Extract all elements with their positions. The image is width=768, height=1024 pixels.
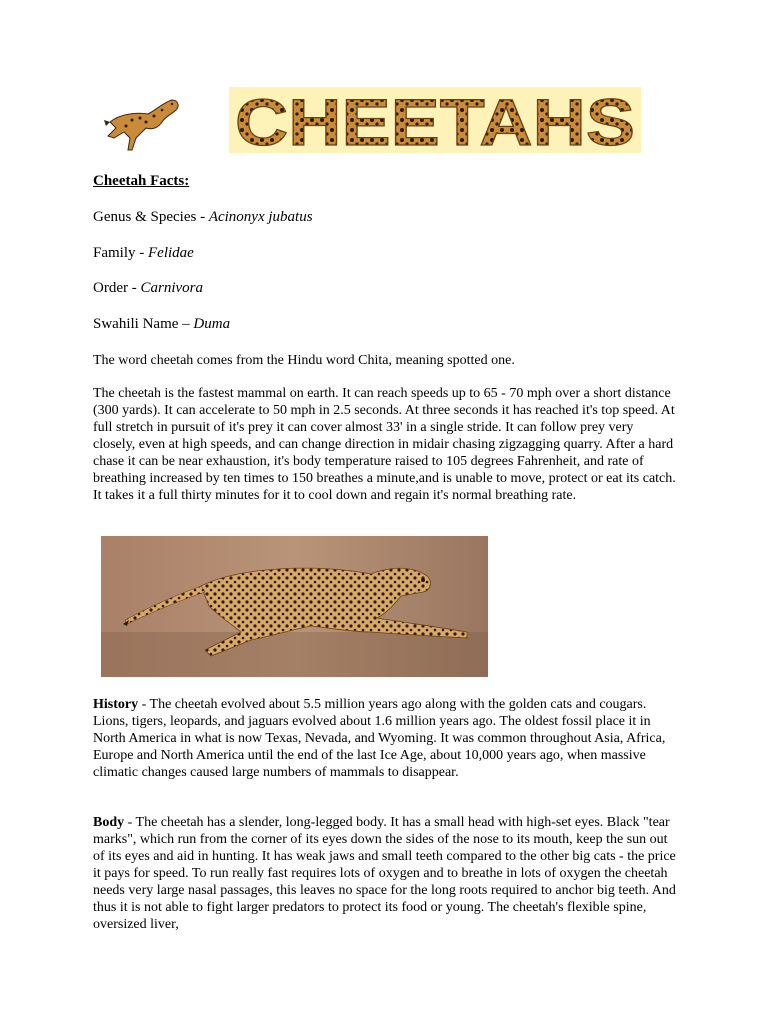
history-text: - The cheetah evolved about 5.5 million years ago along with the golden cats and cougars. Lions, tigers, leopards, and jaguars evolved about 1.6 million years ago. The oldest fossil place it in North America in what is now Texas, Nevada, and Wyoming. It was common throughout Asia, Africa, Europe and North America until the end of the last Ice Age, about 10,000 years ago, when massive climatic changes caused large numbers of mammals to disappear. <box>93 697 666 780</box>
paragraph-history <box>93 696 678 781</box>
fact-label: Order - <box>93 280 141 296</box>
paragraph-body <box>93 814 678 933</box>
fact-family <box>93 245 678 262</box>
fact-label: Swahili Name – <box>93 316 194 332</box>
running-cheetah-icon <box>102 92 182 154</box>
cheetahs-banner <box>229 87 641 153</box>
fact-value: Acinonyx jubatus <box>208 209 313 225</box>
paragraph-word-origin: The word cheetah comes from the Hindu word Chita, meaning spotted one. <box>93 353 515 368</box>
fact-genus <box>93 209 678 226</box>
fact-swahili <box>93 316 678 333</box>
facts-heading: Cheetah Facts: <box>93 173 190 189</box>
paragraph-speed: The cheetah is the fastest mammal on earth. It can reach speeds up to 65 - 70 mph over a short distance (300 yards). It can accelerate to 50 mph in 2.5 seconds. At three seconds it has reached it's top speed. At full stretch in pursuit of it's prey it can cover almost 33' in a single stride. It can follow prey very closely, even at high speeds, and can change direction in midair chasing zigzagging quarry. After a hard chase it can be near exhaustion, it's body temperature raised to 105 degrees Fahrenheit, and rate of breathing increased by ten times to 150 breathes a minute,and is unable to move, protect or eat its catch. It takes it a full thirty minutes for it to cool down and regain it's normal breathing rate. <box>93 386 676 503</box>
fact-label: Genus & Species - <box>93 209 209 225</box>
fact-label: Family - <box>93 245 148 261</box>
fact-value: Felidae <box>148 245 194 261</box>
fact-value: Duma <box>193 316 231 332</box>
body-lead: Body <box>93 815 125 830</box>
fact-order <box>93 280 678 297</box>
body-text: - The cheetah has a slender, long-legged body. It has a small head with high-set eyes. Black "tear marks", which run from the corner of its eyes down the sides of the nose to its mouth, keep the sun out of its eyes and aid in hunting. It has weak jaws and small teeth compared to the other big cats - the price it pays for speed. To run really fast requires lots of oxygen and to breathe in lots of oxygen the cheetah needs very large nasal passages, this leaves no space for the long roots required to anchor big teeth. And thus it is not able to fight larger predators to protect its food or young. The cheetah's flexible spine, oversized liver, <box>93 815 676 932</box>
banner-title: CHEETAHS <box>235 87 635 153</box>
running-cheetah-photo <box>101 536 488 677</box>
history-lead: History <box>93 697 139 712</box>
fact-value: Carnivora <box>140 280 203 296</box>
